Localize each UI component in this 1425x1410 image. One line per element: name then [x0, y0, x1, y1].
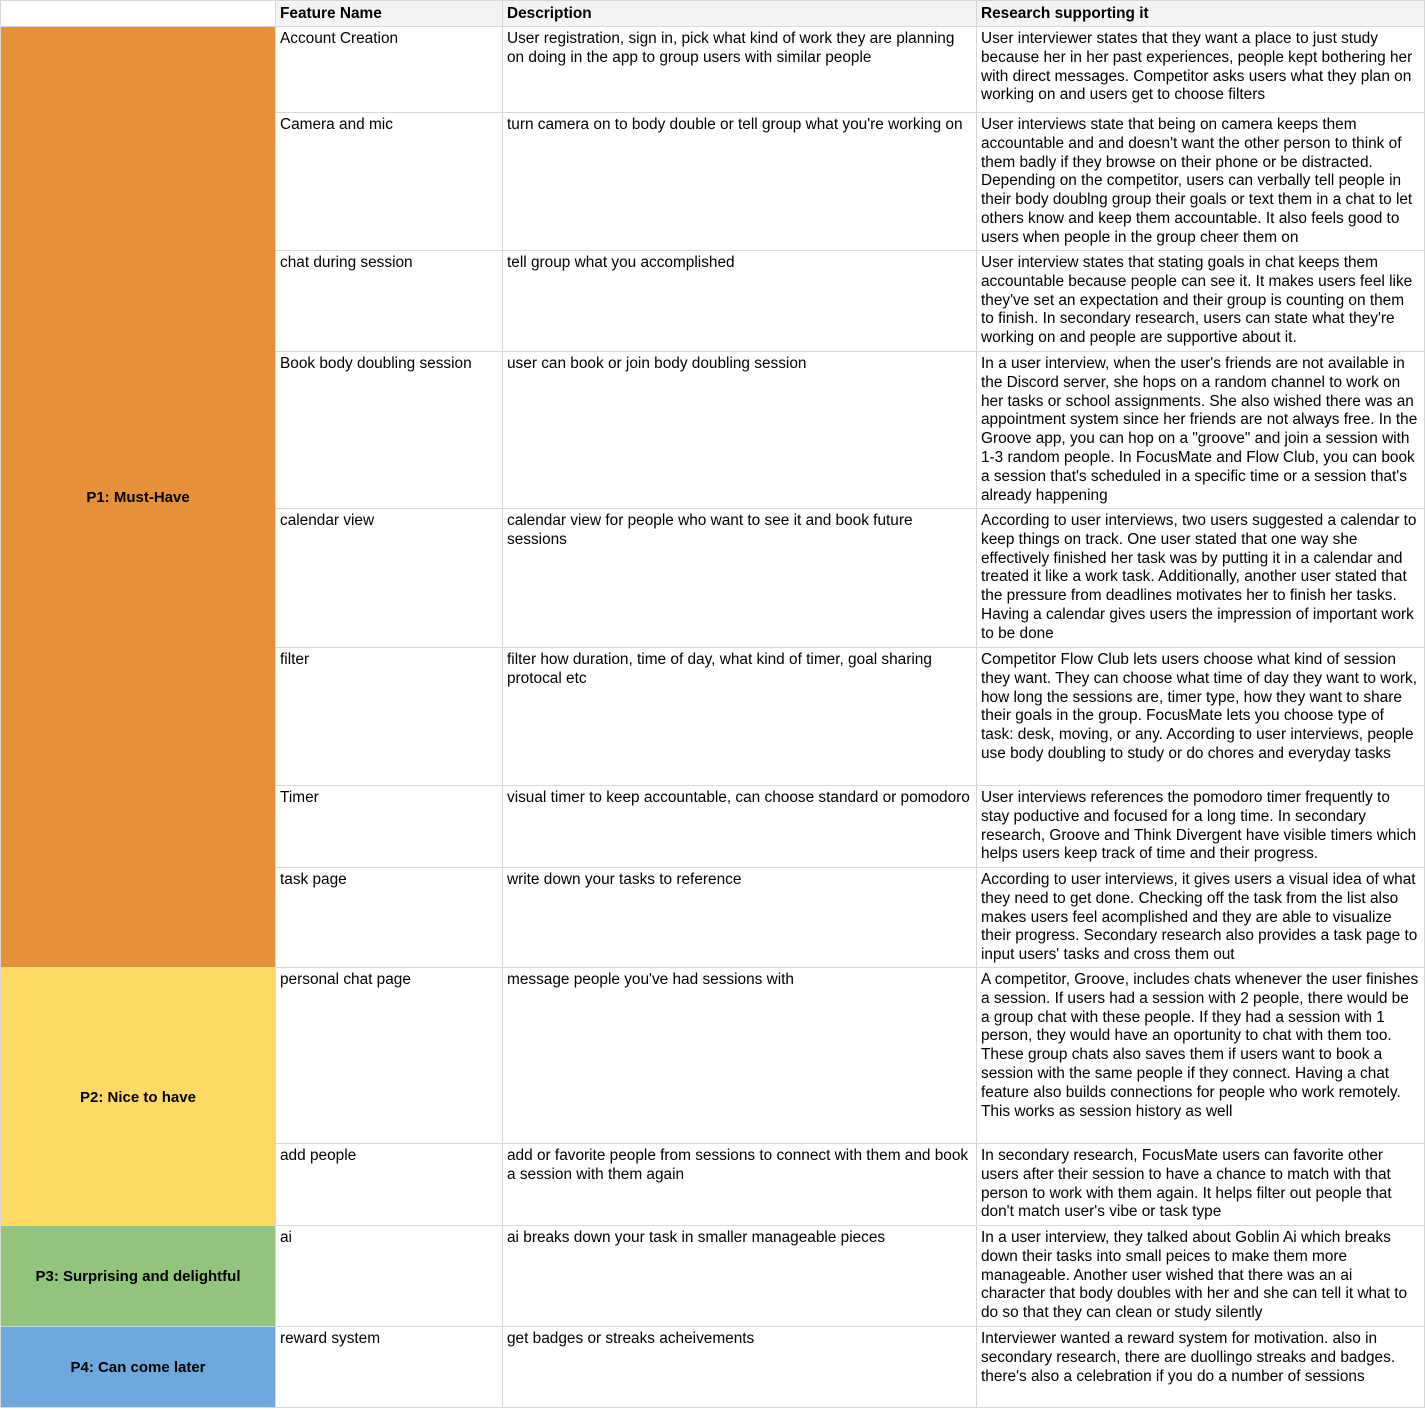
- research-cell[interactable]: Competitor Flow Club lets users choose what kind of session they want. They can choose what time of day they want to work, how long the sessions are, timer type, how they want to share their goals in the group. FocusMate lets you choose type of task: desk, moving, or any. According to user interviews, people use body doubling to study or do chores and everyday tasks: [977, 648, 1425, 786]
- research-cell[interactable]: User interviewer states that they want a place to just study because her in her past experiences, people kept bothering her with direct messages. Competitor asks users what they plan on working on and users get to choose filters: [977, 27, 1425, 113]
- research-cell[interactable]: According to user interviews, it gives users a visual idea of what they need to get done. Checking off the task from the list also makes users feel acomplished and they are able to visualize their progress. Secondary research also provides a task page to input users' tasks and cross them out: [977, 868, 1425, 968]
- research-cell[interactable]: User interviews state that being on camera keeps them accountable and and doesn't want the other person to think of them badly if they browse on their phone or be distracted. Depending on the competitor, users can verbally tell people in their body doublng group their goals or text them in a chat to let others know and keep them accountable. It also feels good to users when people in the group cheer them on: [977, 113, 1425, 251]
- priority-group-p3[interactable]: P3: Surprising and delightful: [1, 1226, 276, 1327]
- feature-name-cell[interactable]: calendar view: [276, 509, 503, 648]
- description-cell[interactable]: add or favorite people from sessions to connect with them and book a session with them again: [503, 1144, 977, 1226]
- description-cell[interactable]: write down your tasks to reference: [503, 868, 977, 968]
- feature-name-cell[interactable]: chat during session: [276, 251, 503, 352]
- research-cell[interactable]: In a user interview, they talked about Goblin Ai which breaks down their tasks into small peices to make them more manageable. Another user wished that there was an ai character that body doubles with her and she can tell it what to do so that they can clean or study silently: [977, 1226, 1425, 1327]
- header-row: [1, 1, 1425, 27]
- feature-name-cell[interactable]: Camera and mic: [276, 113, 503, 251]
- table-row: [1, 1327, 1425, 1408]
- feature-name-cell[interactable]: personal chat page: [276, 968, 503, 1144]
- description-cell[interactable]: visual timer to keep accountable, can choose standard or pomodoro: [503, 786, 977, 868]
- description-cell[interactable]: User registration, sign in, pick what kind of work they are planning on doing in the app to group users with similar people: [503, 27, 977, 113]
- description-cell[interactable]: user can book or join body doubling session: [503, 352, 977, 509]
- feature-name-cell[interactable]: Account Creation: [276, 27, 503, 113]
- header-feature-name[interactable]: Feature Name: [276, 1, 503, 27]
- feature-name-cell[interactable]: Book body doubling session: [276, 352, 503, 509]
- research-cell[interactable]: In a user interview, when the user's friends are not available in the Discord server, she hops on a random channel to work on her tasks or school assignments. She also wished there was an appointment system since her friends are not always free. In the Groove app, you can hop on a "groove" and join a session with 1-3 random people. In FocusMate and Flow Club, you can book a session that's scheduled in a specific time or a session that's already happening: [977, 352, 1425, 509]
- table-row: [1, 27, 1425, 113]
- header-description[interactable]: Description: [503, 1, 977, 27]
- research-cell[interactable]: User interview states that stating goals in chat keeps them accountable because people can see it. It makes users feel like they've set an expectation and their group is counting on them to finish. In secondary research, users can state what they're working on and people are supportive about it.: [977, 251, 1425, 352]
- description-cell[interactable]: message people you've had sessions with: [503, 968, 977, 1144]
- table-row: [1, 1226, 1425, 1327]
- feature-name-cell[interactable]: filter: [276, 648, 503, 786]
- feature-name-cell[interactable]: reward system: [276, 1327, 503, 1408]
- priority-group-p1[interactable]: P1: Must-Have: [1, 27, 276, 968]
- feature-name-cell[interactable]: add people: [276, 1144, 503, 1226]
- description-cell[interactable]: filter how duration, time of day, what kind of timer, goal sharing protocal etc: [503, 648, 977, 786]
- research-cell[interactable]: In secondary research, FocusMate users can favorite other users after their session to have a chance to match with that person to work with them again. It helps filter out people that don't match user's vibe or task type: [977, 1144, 1425, 1226]
- description-cell[interactable]: get badges or streaks acheivements: [503, 1327, 977, 1408]
- feature-name-cell[interactable]: ai: [276, 1226, 503, 1327]
- feature-name-cell[interactable]: task page: [276, 868, 503, 968]
- description-cell[interactable]: ai breaks down your task in smaller manageable pieces: [503, 1226, 977, 1327]
- research-cell[interactable]: A competitor, Groove, includes chats whenever the user finishes a session. If users had a session with 2 people, there would be a group chat with these people. If they had a session with 1 person, they would have an oportunity to chat with them too. These group chats also saves them if users want to book a session with the same people if they connect. Having a chat feature also builds connections for people who work remotely. This works as session history as well: [977, 968, 1425, 1144]
- feature-name-cell[interactable]: Timer: [276, 786, 503, 868]
- research-cell[interactable]: According to user interviews, two users suggested a calendar to keep things on track. One user stated that one way she effectively finished her task was by putting it in a calendar and treated it like a work task. Additionally, another user stated that the pressure from deadlines motivates her to finish her tasks. Having a calendar gives users the impression of important work to be done: [977, 509, 1425, 648]
- research-cell[interactable]: Interviewer wanted a reward system for motivation. also in secondary research, there are duollingo streaks and badges. there's also a celebration if you do a number of sessions: [977, 1327, 1425, 1408]
- table-row: [1, 968, 1425, 1144]
- header-research[interactable]: Research supporting it: [977, 1, 1425, 27]
- research-cell[interactable]: User interviews references the pomodoro timer frequently to stay poductive and focused for a long time. In secondary research, Groove and Think Divergent have visible timers which helps users keep track of time and their progress.: [977, 786, 1425, 868]
- header-priority[interactable]: [1, 1, 276, 27]
- priority-group-p4[interactable]: P4: Can come later: [1, 1327, 276, 1408]
- description-cell[interactable]: tell group what you accomplished: [503, 251, 977, 352]
- priority-group-p2[interactable]: P2: Nice to have: [1, 968, 276, 1226]
- description-cell[interactable]: turn camera on to body double or tell group what you're working on: [503, 113, 977, 251]
- description-cell[interactable]: calendar view for people who want to see it and book future sessions: [503, 509, 977, 648]
